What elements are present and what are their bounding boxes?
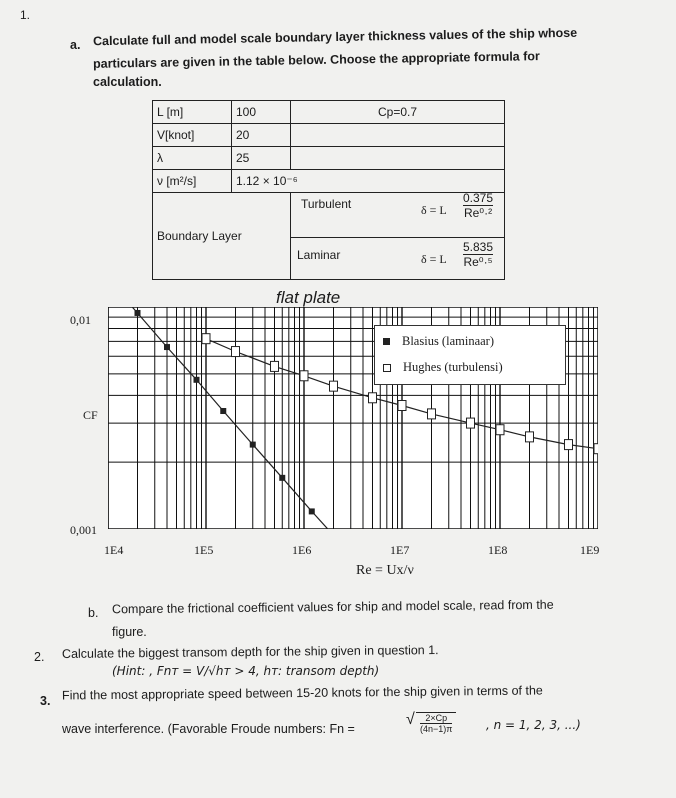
- boundary-layer-label: Boundary Layer: [153, 193, 291, 280]
- x-tick-label: 1E4: [104, 543, 124, 557]
- legend-item-blasius: [383, 334, 494, 349]
- part-a-text-line3: calculation.: [93, 75, 162, 89]
- blasius-data-point: [135, 310, 141, 316]
- turbulent-formula-denominator: Re⁰·²: [463, 206, 493, 220]
- hughes-data-point: [368, 393, 376, 403]
- table-row: [153, 193, 505, 238]
- hughes-data-point: [496, 425, 504, 435]
- y-tick-label-top: 0,01: [70, 313, 91, 327]
- hughes-data-point: [270, 361, 278, 371]
- legend-item-hughes: [383, 360, 503, 375]
- hughes-data-point: [300, 371, 308, 381]
- table-cell-label: V[knot]: [153, 124, 232, 147]
- parameters-table: [152, 100, 505, 280]
- legend-label-blasius: Blasius (laminaar): [402, 334, 494, 348]
- table-row: [153, 124, 505, 147]
- table-cell-value: 100: [232, 101, 291, 124]
- table-cell-label: ν [m²/s]: [153, 170, 232, 193]
- x-tick-label: 1E7: [390, 543, 410, 557]
- question-3-number: 3.: [40, 694, 51, 708]
- x-tick-label: 1E6: [292, 543, 312, 557]
- x-axis-label: Re = Ux/ν: [356, 563, 414, 578]
- part-b-text-line2: figure.: [112, 625, 147, 639]
- table-cell-label: λ: [153, 147, 232, 170]
- table-cell-label: L [m]: [153, 101, 232, 124]
- turbulent-formula-numerator: 0.375: [463, 191, 494, 205]
- laminar-formula-fraction: [463, 240, 493, 269]
- blasius-data-point: [164, 344, 170, 350]
- hughes-data-point: [466, 418, 474, 428]
- hughes-data-point: [564, 440, 572, 450]
- question-1-number: 1.: [20, 8, 31, 22]
- legend-label-hughes: Hughes (turbulensi): [403, 360, 503, 374]
- turbulent-formula-lhs: δ = L: [421, 203, 447, 217]
- x-tick-label: 1E5: [194, 543, 214, 557]
- blasius-data-point: [194, 377, 200, 383]
- laminar-formula-denominator: Re⁰·⁵: [463, 254, 493, 269]
- blasius-data-point: [309, 508, 315, 514]
- laminar-label: Laminar: [297, 247, 341, 262]
- laminar-row: [291, 237, 505, 279]
- part-b-label: b.: [88, 606, 99, 620]
- part-a-text-line2: particulars are given in the table below. Choose the appropriate formula for: [92, 49, 540, 71]
- x-tick-label: 1E8: [488, 543, 508, 557]
- froude-formula-numerator: 2×Cp: [420, 713, 452, 724]
- sqrt-symbol: √: [406, 711, 415, 728]
- x-tick-label: 1E9: [580, 543, 600, 557]
- laminar-formula-numerator: 5.835: [463, 239, 494, 254]
- question-2-hint: (Hint: , Fnᴛ = V/√hᴛ > 4, hᴛ: transom depth): [112, 664, 380, 678]
- part-a-text-line1: Calculate full and model scale boundary layer thickness values of the ship whose: [92, 25, 578, 49]
- legend-open-square-icon: [383, 364, 391, 372]
- turbulent-row: [291, 193, 505, 238]
- froude-formula-denominator: (4n−1)π: [420, 724, 453, 734]
- question-3-formula-tail: , n = 1, 2, 3, ...): [486, 718, 581, 732]
- part-b-text-line1: Compare the frictional coefficient values for ship and model scale, read from the: [111, 597, 554, 617]
- table-row: [153, 101, 505, 124]
- y-tick-label-bottom: 0,001: [70, 523, 97, 537]
- hughes-data-point: [232, 347, 240, 357]
- table-cell-value: 20: [232, 124, 291, 147]
- legend-filled-square-icon: [383, 338, 390, 345]
- hughes-data-point: [526, 432, 534, 442]
- hughes-data-point: [428, 409, 436, 419]
- table-row: [153, 170, 505, 193]
- question-3-text-line1: Find the most appropriate speed between 15-20 knots for the ship given in terms of the: [61, 683, 543, 703]
- y-axis-label: CF: [83, 408, 98, 422]
- table-cell-value: 1.12 × 10⁻⁶: [232, 170, 505, 193]
- laminar-formula-lhs: δ = L: [421, 251, 447, 266]
- blasius-data-point: [220, 408, 226, 414]
- table-cell-value: 25: [232, 147, 291, 170]
- question-3-text-line2: wave interference. (Favorable Froude numbers: Fn =: [62, 722, 355, 736]
- froude-formula: [416, 712, 456, 734]
- hughes-data-point: [594, 444, 598, 454]
- turbulent-formula-fraction: [463, 191, 493, 220]
- question-2-number: 2.: [34, 650, 45, 664]
- hughes-data-point: [398, 401, 406, 411]
- blasius-data-point: [250, 442, 256, 448]
- hughes-data-point: [330, 381, 338, 391]
- chart-legend: [374, 325, 566, 385]
- blasius-data-point: [279, 475, 285, 481]
- hughes-data-point: [202, 334, 210, 344]
- table-row: [153, 147, 505, 170]
- turbulent-label: Turbulent: [301, 197, 352, 211]
- table-cell-cp: Cp=0.7: [291, 101, 505, 124]
- chart-title: flat plate: [276, 288, 341, 307]
- part-a-label: a.: [70, 38, 81, 52]
- question-2-text: Calculate the biggest transom depth for the ship given in question 1.: [61, 643, 439, 661]
